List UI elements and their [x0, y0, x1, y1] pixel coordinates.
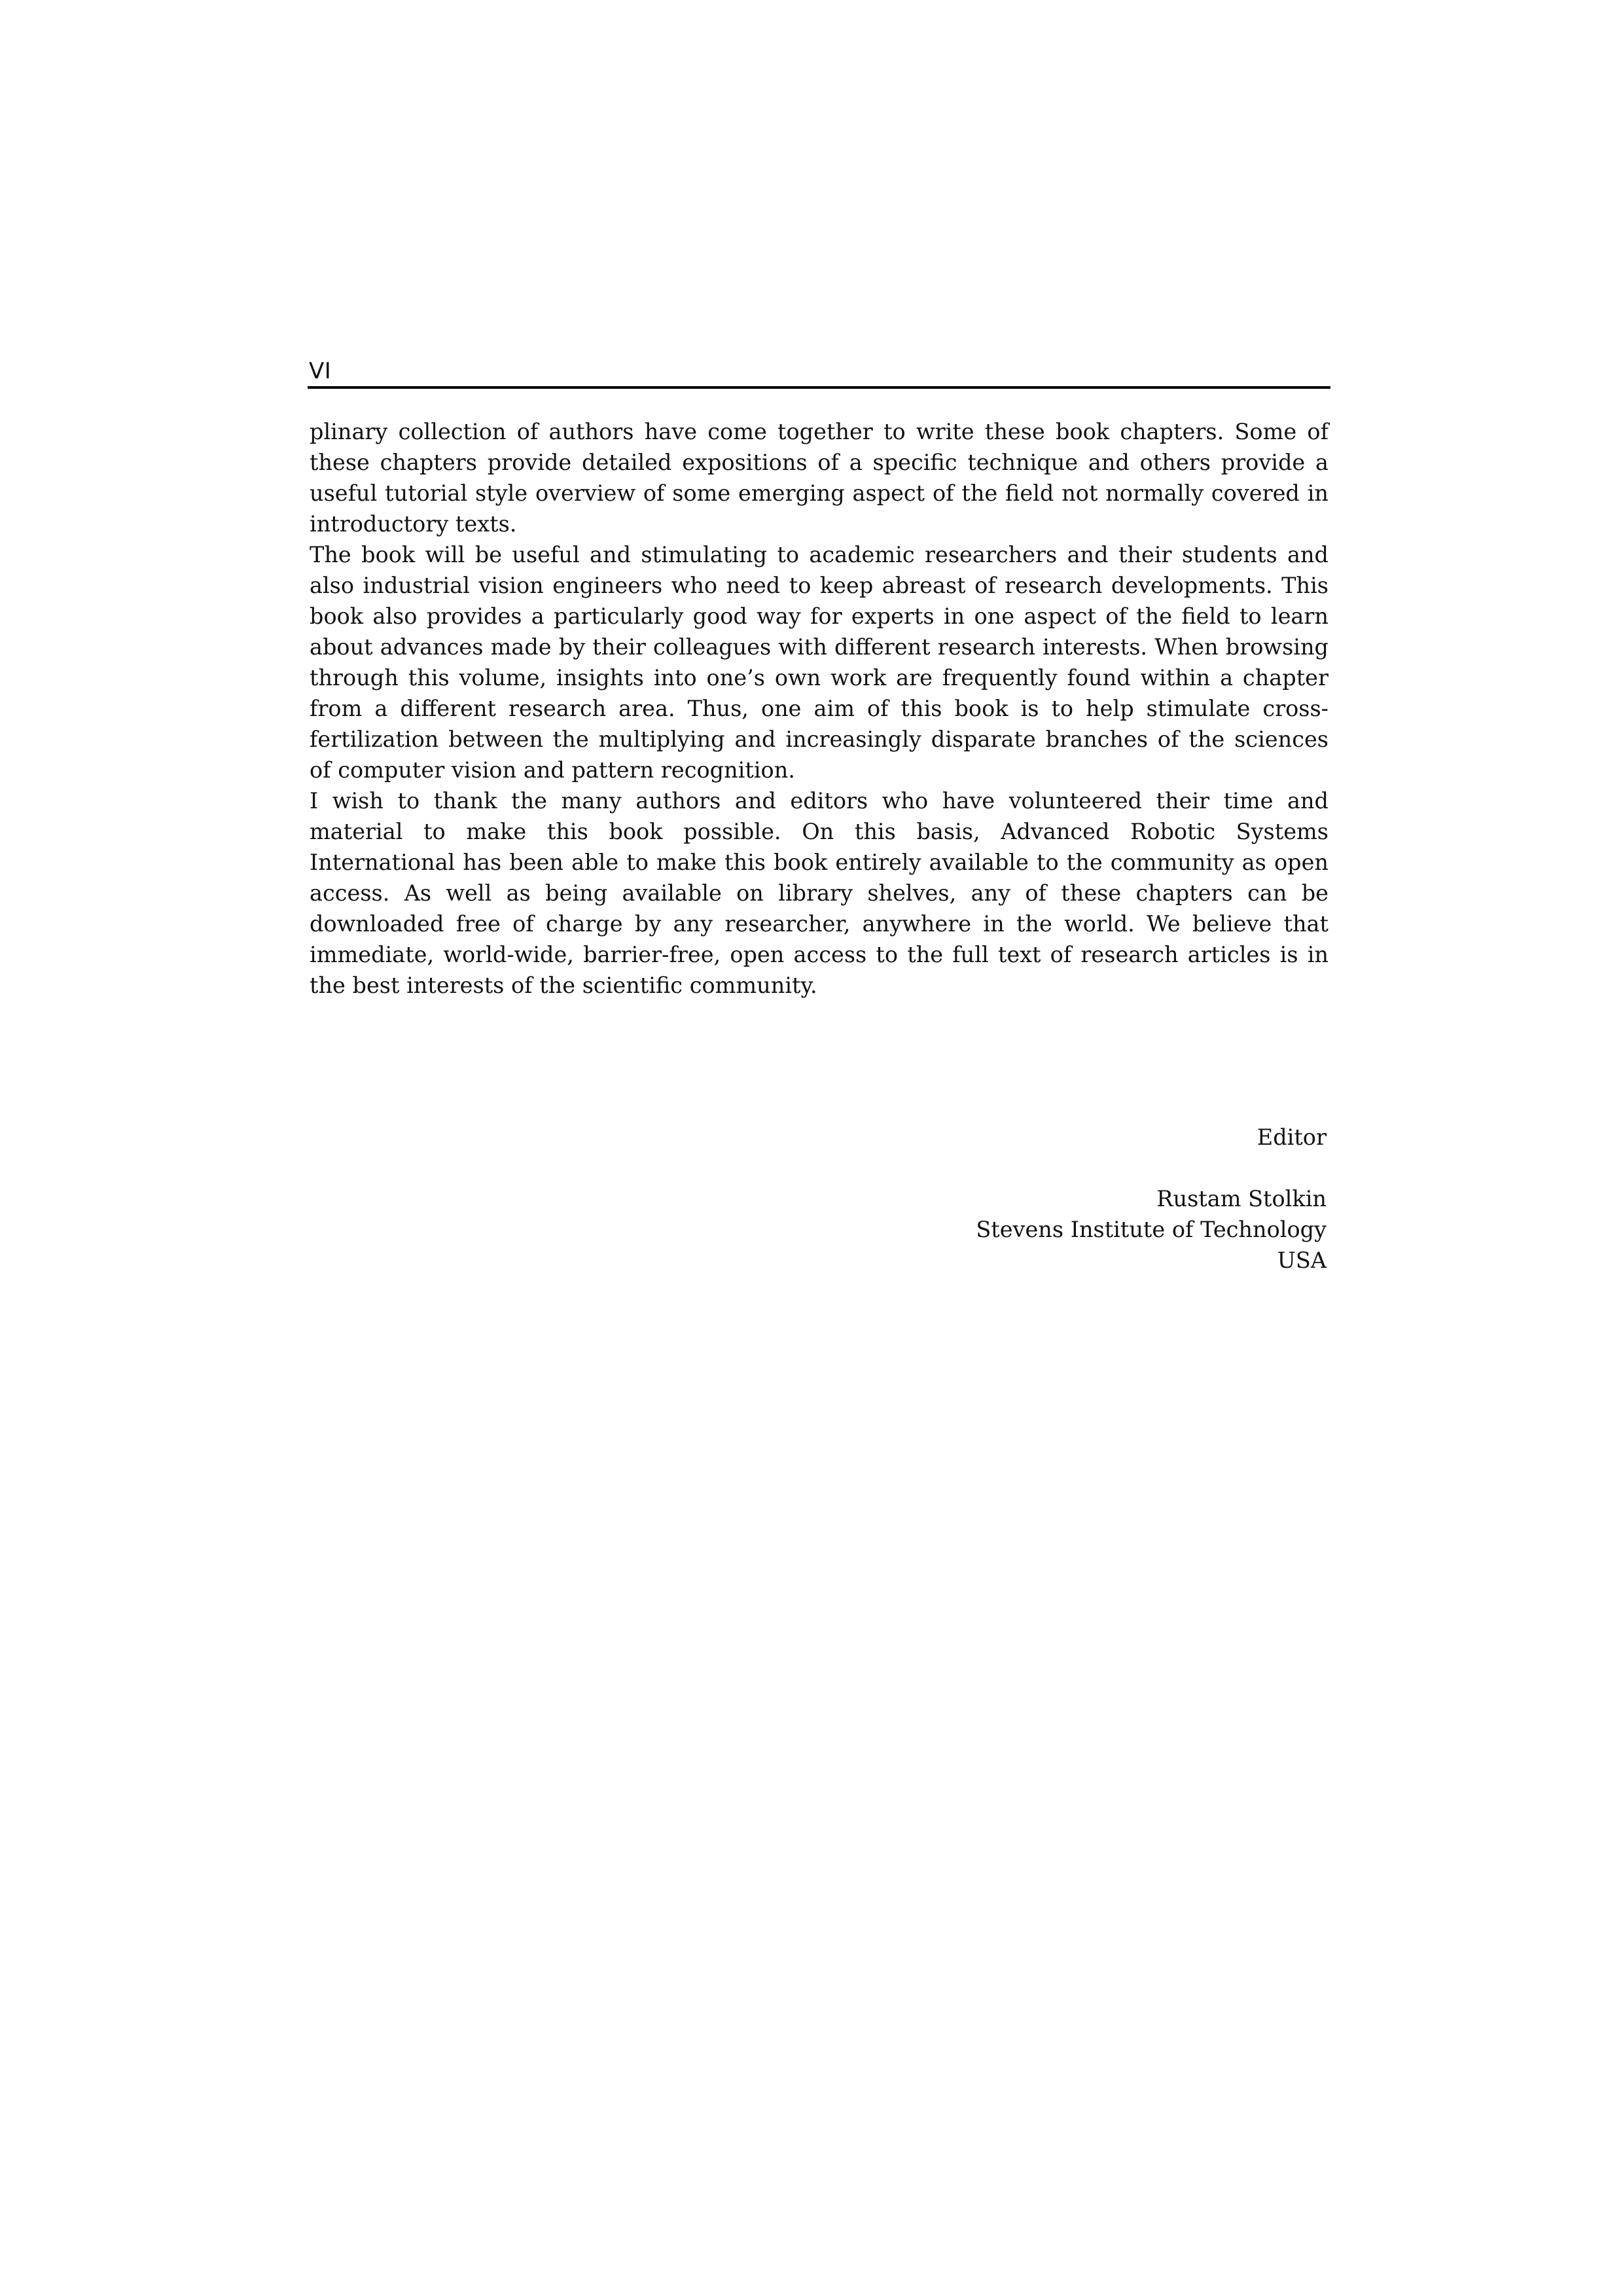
paragraph-continued: plinary collection of authors have come together to write these book chapters. Some of these chapters provide detailed expositions of a specific technique and others provide a useful tutorial style overview of some emerging aspect of the field not normally covered in introductory texts. [310, 419, 1329, 537]
paragraph-acknowledgements: I wish to thank the many authors and editors who have volunteered their time and material to make this book possible. On this basis, Advanced Robotic Systems International has been able to make this book entirely available to the community as open access. As well as being available on library shelves, any of these chapters can be downloaded free of charge by any researcher, anywhere in the world. We believe that immediate, world-wide, barrier-free, open access to the full text of research articles is in the best interests of the scientific community. [310, 788, 1329, 998]
editor-name: Rustam Stolkin [1156, 1186, 1327, 1211]
preface-body [310, 416, 1329, 1001]
editor-institution: Stevens Institute of Technology [976, 1217, 1327, 1242]
editor-country: USA [1277, 1247, 1327, 1273]
running-header [308, 353, 1330, 389]
editor-role: Editor [1257, 1124, 1327, 1150]
editor-signature-block [738, 1122, 1327, 1276]
paragraph-usefulness: The book will be useful and stimulating to academic researchers and their students and also industrial vision engineers who need to keep abreast of research developments. This book also provides a particularly good way for experts in one aspect of the field to learn about advances made by their colleagues with different research interests. When browsing through this volume, insights into one’s own work are frequently found within a chapter from a different research area. Thus, one aim of this book is to help stimulate cross-fertilization between the multiplying and increasingly disparate branches of the sciences of computer vision and pattern recognition. [310, 542, 1329, 783]
page-number: VI [309, 358, 332, 384]
